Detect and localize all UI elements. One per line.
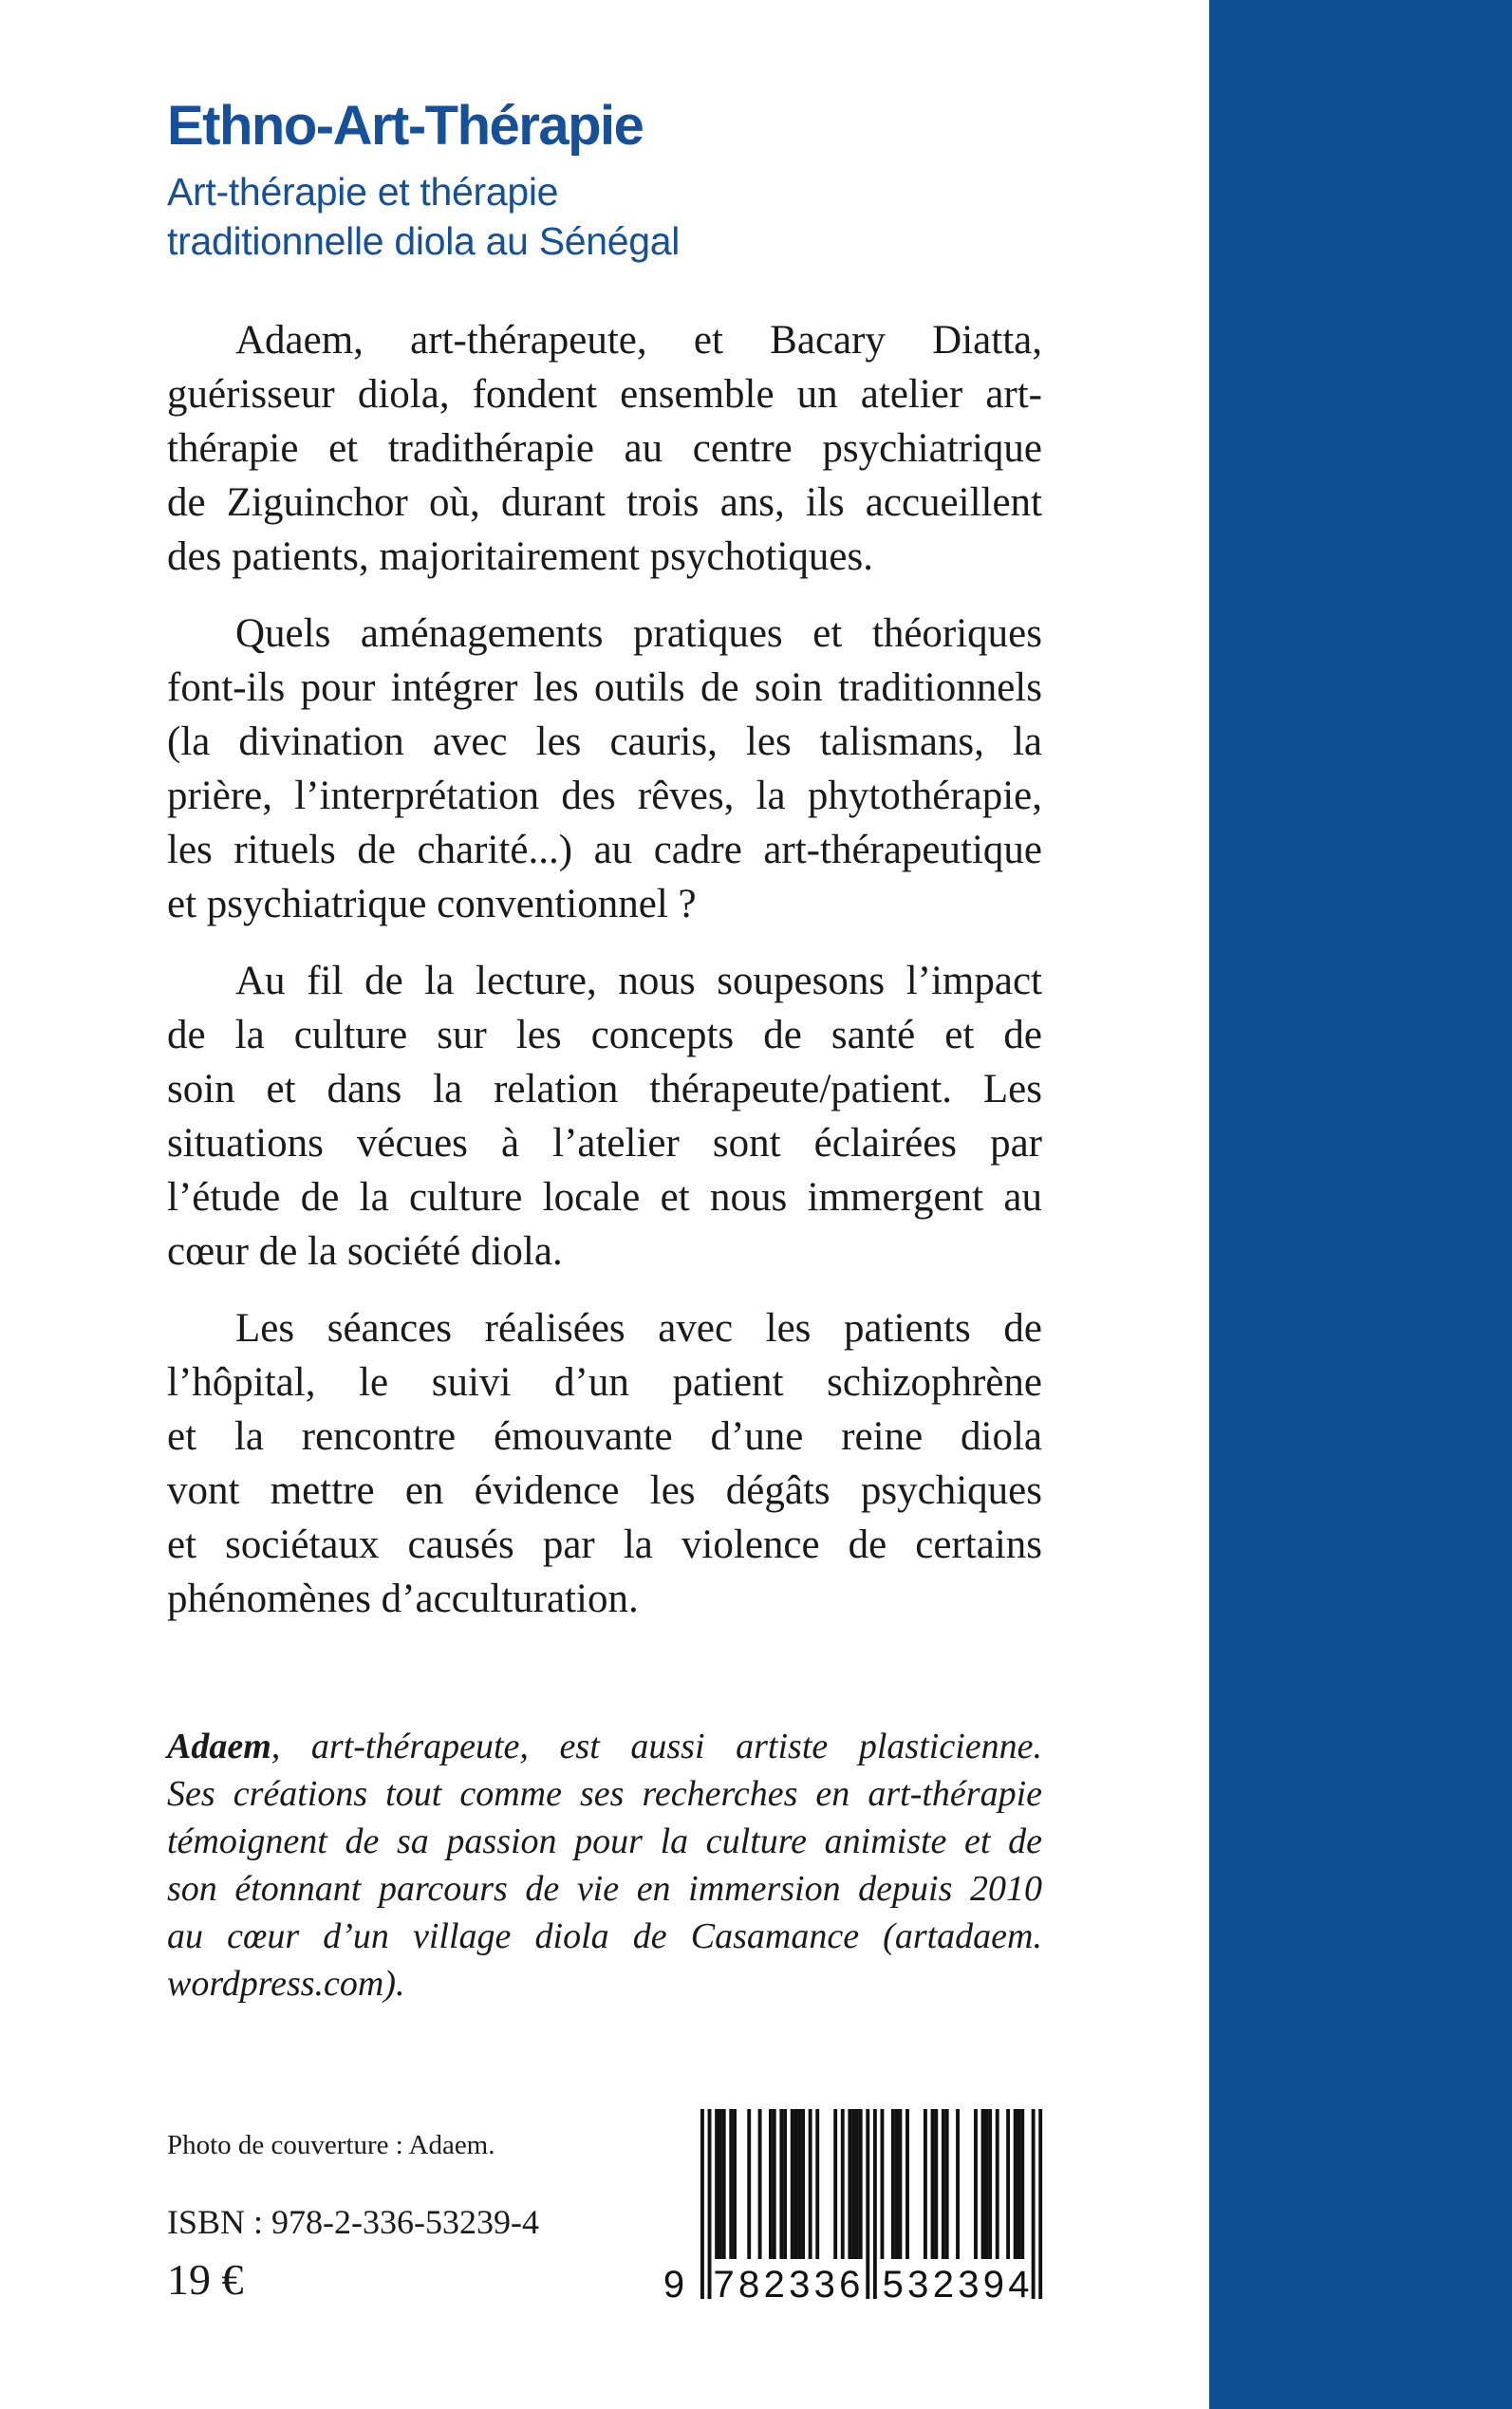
author-bio [167, 1723, 1042, 2008]
barcode-digit: 8 [738, 2264, 760, 2306]
barcode-bar [715, 2109, 719, 2259]
barcode-digit: 2 [932, 2264, 954, 2306]
barcode-bar [1017, 2109, 1021, 2259]
barcode-bar [758, 2109, 762, 2259]
paragraph-line: vont mettre en évidence les dégâts psychiques [167, 1468, 1042, 1513]
barcode-bar [722, 2109, 726, 2259]
barcode-digit: 3 [958, 2264, 980, 2306]
book-subtitle [167, 167, 680, 266]
barcode-bar [747, 2109, 751, 2259]
barcode-bar [898, 2109, 902, 2259]
barcode-bar [859, 2109, 863, 2259]
barcode-bar [809, 2109, 812, 2259]
barcode-digit: 6 [839, 2264, 861, 2306]
paragraph-line: thérapie et tradithérapie au centre psychiatrique [167, 426, 1042, 471]
paragraph-line: l’étude de la culture locale et nous immergent au [167, 1175, 1042, 1220]
book-title: Ethno-Art-Thérapie [167, 95, 644, 157]
paragraph-line: (la divination avec les cauris, les talismans, la [167, 719, 1042, 764]
blurb-text [167, 313, 1042, 1649]
barcode-bar [984, 2109, 988, 2259]
barcode-bar [729, 2109, 733, 2259]
author-name: Adaem [167, 1727, 271, 1766]
paragraph-line: phénomènes d’acculturation. [167, 1577, 639, 1621]
barcode-digit: 3 [789, 2264, 811, 2306]
barcode-bar [851, 2109, 855, 2259]
barcode-bar [797, 2109, 801, 2259]
barcode-bar [700, 2109, 704, 2299]
bio-line: son étonnant parcours de vie en immersion depuis 2010 [167, 1869, 1042, 1909]
barcode-bar [1020, 2109, 1024, 2259]
paragraph-line: et sociétaux causés par la violence de certains [167, 1522, 1042, 1567]
paragraph-line: et psychiatrique conventionnel ? [167, 882, 697, 926]
barcode-bar [881, 2109, 885, 2259]
barcode-bar [733, 2109, 737, 2259]
bio-line: Ses créations tout comme ses recherches en art-thérapie [167, 1774, 1042, 1814]
blurb-paragraph [167, 313, 1042, 584]
paragraph-line: prière, l’interprétation des rêves, la phytothérapie, [167, 774, 1042, 818]
barcode-digit: 9 [982, 2264, 1005, 2306]
price: 19 € [167, 2255, 244, 2304]
barcode-digit: 9 [663, 2264, 685, 2306]
paragraph-line: les rituels de charité...) au cadre art-thérapeutique [167, 828, 1042, 872]
barcode-digit: 3 [813, 2264, 835, 2306]
barcode-bar [931, 2109, 935, 2259]
barcode-bar [779, 2109, 783, 2259]
barcode-bar [974, 2109, 978, 2259]
paragraph-line: de Ziguinchor où, durant trois ans, ils accueillent [167, 480, 1042, 525]
subtitle-line: traditionnelle diola au Sénégal [167, 219, 681, 263]
bio-line: , art-thérapeute, est aussi artiste plasticienne. [271, 1727, 1042, 1766]
bio-line: au cœur d’un village diola de Casamance (artadaem. [167, 1916, 1042, 1956]
blurb-paragraph [167, 1301, 1042, 1626]
barcode-bar [801, 2109, 805, 2259]
isbn-barcode [655, 2109, 1054, 2308]
barcode-bar [873, 2109, 877, 2299]
paragraph-line: de la culture sur les concepts de santé et de [167, 1013, 1042, 1057]
barcode-bar [988, 2109, 992, 2259]
blue-spine-band [1209, 0, 1512, 2409]
barcode-bar [1032, 2109, 1036, 2299]
barcode-bar [905, 2109, 909, 2259]
paragraph-line: Au fil de la lecture, nous soupesons l’impact [235, 959, 1042, 1003]
barcode-bar [996, 2109, 999, 2259]
paragraph-line: soin et dans la relation thérapeute/patient. Les [167, 1067, 1042, 1111]
barcode-bar [815, 2109, 819, 2259]
photo-credit: Photo de couverture : Adaem. [167, 2130, 495, 2160]
barcode-bar [773, 2109, 776, 2259]
barcode-bar [833, 2109, 837, 2259]
barcode-bar [924, 2109, 927, 2259]
barcode-bar [891, 2109, 895, 2259]
barcode-bar [956, 2109, 960, 2259]
paragraph-line: des patients, majoritairement psychotiques. [167, 534, 873, 579]
barcode-bar [769, 2109, 773, 2259]
barcode-bar [1006, 2109, 1010, 2259]
barcode-digit: 4 [1008, 2264, 1030, 2306]
paragraph-line: Les séances réalisées avec les patients de [235, 1306, 1042, 1351]
barcode-bar [945, 2109, 949, 2259]
bio-line: wordpress.com). [167, 1964, 405, 2004]
subtitle-line: Art-thérapie et thérapie [167, 170, 559, 214]
barcode-bar [1038, 2109, 1042, 2299]
barcode-bar [708, 2109, 712, 2299]
barcode-digit: 2 [763, 2264, 785, 2306]
paragraph-line: l’hôpital, le suivi d’un patient schizophrène [167, 1360, 1042, 1405]
blurb-paragraph [167, 954, 1042, 1279]
blurb-paragraph [167, 607, 1042, 931]
paragraph-line: guérisseur diola, fondent ensemble un atelier art- [167, 372, 1042, 417]
barcode-bar [866, 2109, 869, 2299]
barcode-bar [791, 2109, 794, 2259]
barcode-digit: 7 [713, 2264, 735, 2306]
barcode-bar [1014, 2109, 1017, 2259]
barcode-bar [981, 2109, 985, 2259]
paragraph-line: font-ils pour intégrer les outils de soin traditionnels [167, 665, 1042, 710]
barcode-bar [841, 2109, 845, 2259]
barcode-digit: 5 [882, 2264, 904, 2306]
paragraph-line: Adaem, art-thérapeute, et Bacary Diatta, [235, 318, 1042, 363]
paragraph-line: cœur de la société diola. [167, 1229, 563, 1274]
barcode-bar [855, 2109, 859, 2259]
barcode-bar [848, 2109, 851, 2259]
bio-line: témoignent de sa passion pour la culture animiste et de [167, 1821, 1042, 1861]
barcode-bar [719, 2109, 722, 2259]
paragraph-line: et la rencontre émouvante d’une reine diola [167, 1414, 1042, 1459]
barcode-bar [783, 2109, 787, 2259]
isbn: ISBN : 978-2-336-53239-4 [167, 2203, 539, 2241]
barcode-bar [895, 2109, 899, 2259]
paragraph-line: Quels aménagements pratiques et théoriques [235, 611, 1042, 656]
barcode-digit: 3 [907, 2264, 929, 2306]
barcode-bar [794, 2109, 798, 2259]
barcode-bar [942, 2109, 945, 2259]
paragraph-line: situations vécues à l’atelier sont éclairées par [167, 1121, 1042, 1166]
barcode-bar [934, 2109, 938, 2259]
